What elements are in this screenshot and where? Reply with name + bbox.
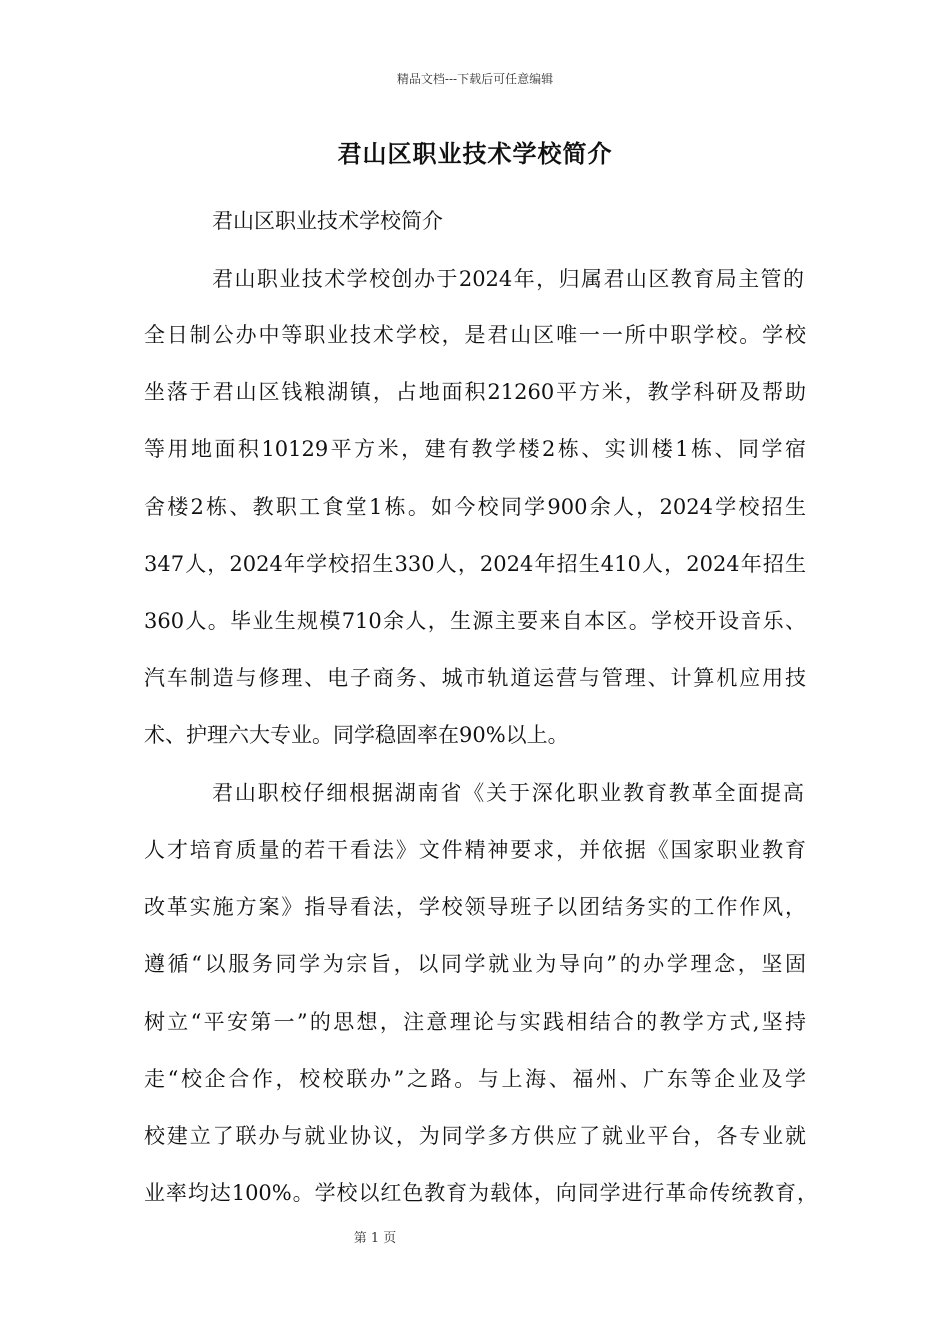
paragraph-2-line-8: 业率均达100%。学校以红色教育为载体，向同学进行革命传统教育， xyxy=(144,1181,818,1205)
paragraph-1-line-6: 347人，2024年学校招生330人，2024年招生410人，2024年招生 xyxy=(144,552,806,576)
paragraph-2-line-3: 改革实施方案》指导看法，学校领导班子以团结务实的工作作风， xyxy=(144,895,806,919)
paragraph-2-line-4: 遵循“以服务同学为宗旨，以同学就业为导向”的办学理念，坚固 xyxy=(144,952,806,976)
paragraph-2-line-2: 人才培育质量的若干看法》文件精神要求，并依据《国家职业教育 xyxy=(144,838,806,862)
paragraph-2-line-6: 走“校企合作，校校联办”之路。与上海、福州、广东等企业及学 xyxy=(144,1067,806,1091)
paragraph-2-line-7: 校建立了联办与就业协议，为同学多方供应了就业平台，各专业就 xyxy=(144,1124,806,1148)
document-title: 君山区职业技术学校简介 xyxy=(337,139,613,168)
page-header: 精品文档---下载后可任意编辑 xyxy=(396,72,554,86)
subtitle-line: 君山区职业技术学校简介 xyxy=(212,209,443,233)
paragraph-1-line-4: 等用地面积10129平方米，建有教学楼2栋、实训楼1栋、同学宿 xyxy=(144,437,806,461)
page-number: 第 1 页 xyxy=(353,1231,397,1246)
paragraph-1-line-9: 术、护理六大专业。同学稳固率在90%以上。 xyxy=(144,723,569,747)
paragraph-1-line-8: 汽车制造与修理、电子商务、城市轨道运营与管理、计算机应用技 xyxy=(144,666,806,690)
paragraph-1-line-1: 君山职业技术学校创办于2024年，归属君山区教育局主管的 xyxy=(212,267,804,291)
paragraph-2-line-1: 君山职校仔细根据湖南省《关于深化职业教育教革全面提高 xyxy=(212,781,804,805)
paragraph-1-line-3: 坐落于君山区钱粮湖镇，占地面积21260平方米，教学科研及帮助 xyxy=(144,380,806,404)
paragraph-2-line-5: 树立“平安第一”的思想，注意理论与实践相结合的教学方式,坚持 xyxy=(144,1010,806,1034)
paragraph-1-line-2: 全日制公办中等职业技术学校，是君山区唯一一所中职学校。学校 xyxy=(144,323,806,347)
paragraph-1-line-5: 舍楼2栋、教职工食堂1栋。如今校同学900余人，2024学校招生 xyxy=(144,495,806,519)
paragraph-1-line-7: 360人。毕业生规模710余人，生源主要来自本区。学校开设音乐、 xyxy=(144,609,806,633)
